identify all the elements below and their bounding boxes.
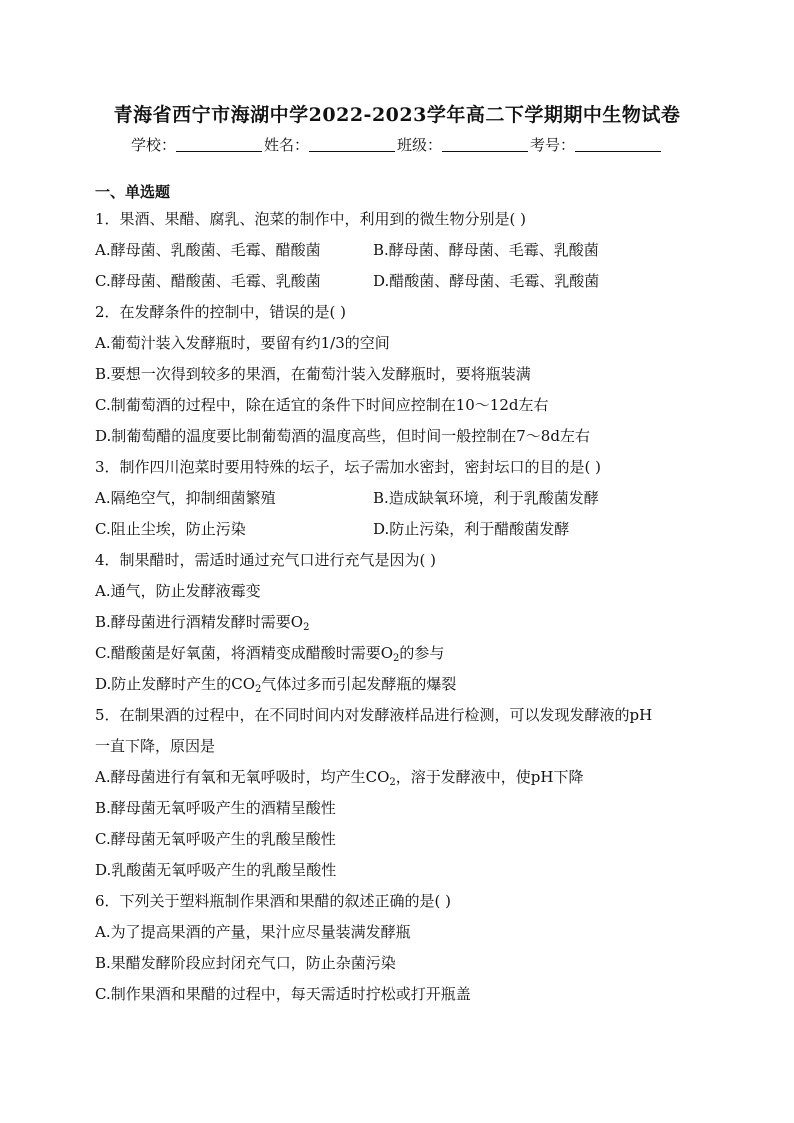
q5-option-a-text: A.酵母菌进行有氧和无氧呼吸时，均产生CO	[95, 768, 390, 786]
q2-option-c: C.制葡萄酒的过程中，除在适宜的条件下时间应控制在10～12d左右	[95, 396, 549, 414]
name-blank[interactable]	[309, 137, 395, 152]
q4-option-c-text-end: 的参与	[399, 644, 445, 662]
q3-option-a: A.隔绝空气，抑制细菌繁殖	[95, 489, 276, 507]
q4-stem: 4．制果醋时，需适时通过充气口进行充气是因为( )	[95, 551, 437, 569]
exam-number-label: 考号：	[530, 136, 576, 154]
q2-stem: 2．在发酵条件的控制中，错误的是( )	[95, 303, 347, 321]
q4-option-c-text: C.醋酸菌是好氧菌，将酒精变成醋酸时需要O	[95, 644, 394, 662]
q5-stem-line-1: 5．在制果酒的过程中，在不同时间内对发酵液样品进行检测，可以发现发酵液的pH	[95, 706, 653, 724]
q5-stem-line-2: 一直下降，原因是	[95, 737, 216, 755]
class-blank[interactable]	[442, 137, 528, 152]
name-label: 姓名：	[263, 136, 309, 154]
q1-option-a: A.酵母菌、乳酸菌、毛霉、醋酸菌	[95, 241, 321, 259]
exam-number-blank[interactable]	[575, 137, 661, 152]
q3-option-b: B.造成缺氧环境，利于乳酸菌发酵	[373, 489, 599, 507]
q3-option-c: C.阻止尘埃，防止污染	[95, 520, 246, 538]
student-info-line	[0, 134, 794, 155]
q2-option-d: D.制葡萄醋的温度要比制葡萄酒的温度高些，但时间一般控制在7～8d左右	[95, 427, 590, 445]
name-field	[264, 134, 397, 155]
q3-options-row-1	[95, 483, 705, 514]
q4-option-b-subscript: 2	[303, 622, 310, 633]
q5-option-a-text-end: ，溶于发酵液中，使pH下降	[395, 768, 584, 786]
q5-option-a-subscript: 2	[389, 777, 396, 788]
q1-options-row-2	[95, 266, 705, 297]
q1-option-b: B.酵母菌、酵母菌、毛霉、乳酸菌	[373, 241, 599, 259]
q4-option-c-subscript: 2	[393, 653, 400, 664]
q1-option-d: D.醋酸菌、酵母菌、毛霉、乳酸菌	[373, 272, 600, 290]
q4-option-d-subscript: 2	[255, 684, 262, 695]
exam-content	[95, 180, 705, 1010]
q4-option-a: A.通气，防止发酵液霉变	[95, 582, 261, 600]
q1-options-row-1	[95, 235, 705, 266]
q5-option-d: D.乳酸菌无氧呼吸产生的乳酸呈酸性	[95, 861, 337, 879]
section-title: 一、单选题	[95, 183, 171, 201]
q3-option-d: D.防止污染，利于醋酸菌发酵	[373, 520, 570, 538]
q5-option-c: C.酵母菌无氧呼吸产生的乳酸呈酸性	[95, 830, 336, 848]
q4-option-c	[95, 638, 705, 669]
q5-option-b: B.酵母菌无氧呼吸产生的酒精呈酸性	[95, 799, 336, 817]
q6-option-b: B.果醋发酵阶段应封闭充气口，防止杂菌污染	[95, 954, 396, 972]
q5-option-a	[95, 762, 705, 793]
q2-option-a: A.葡萄汁装入发酵瓶时，要留有约1/3的空间	[95, 334, 390, 352]
school-label: 学校：	[130, 136, 176, 154]
exam-number-field	[530, 134, 663, 155]
q2-option-b: B.要想一次得到较多的果酒，在葡萄汁装入发酵瓶时，要将瓶装满	[95, 365, 531, 383]
q3-options-row-2	[95, 514, 705, 545]
q3-stem: 3．制作四川泡菜时要用特殊的坛子，坛子需加水密封，密封坛口的目的是( )	[95, 458, 602, 476]
q6-option-c: C.制作果酒和果醋的过程中，每天需适时拧松或打开瓶盖	[95, 985, 471, 1003]
class-field	[397, 134, 530, 155]
q6-stem: 6．下列关于塑料瓶制作果酒和果醋的叙述正确的是( )	[95, 892, 452, 910]
q4-option-d	[95, 669, 705, 700]
school-field	[131, 134, 264, 155]
q1-option-c: C.酵母菌、醋酸菌、毛霉、乳酸菌	[95, 272, 321, 290]
q4-option-b-text: B.酵母菌进行酒精发酵时需要O	[95, 613, 304, 631]
school-blank[interactable]	[176, 137, 262, 152]
exam-title: 青海省西宁市海湖中学2022-2023学年高二下学期期中生物试卷	[113, 104, 681, 126]
q4-option-d-text: D.防止发酵时产生的CO	[95, 675, 256, 693]
q6-option-a: A.为了提高果酒的产量，果汁应尽量装满发酵瓶	[95, 923, 411, 941]
q4-option-b	[95, 607, 705, 638]
q4-option-d-text-end: 气体过多而引起发酵瓶的爆裂	[261, 675, 457, 693]
q1-stem: 1．果酒、果醋、腐乳、泡菜的制作中，利用到的微生物分别是( )	[95, 210, 527, 228]
class-label: 班级：	[397, 136, 443, 154]
